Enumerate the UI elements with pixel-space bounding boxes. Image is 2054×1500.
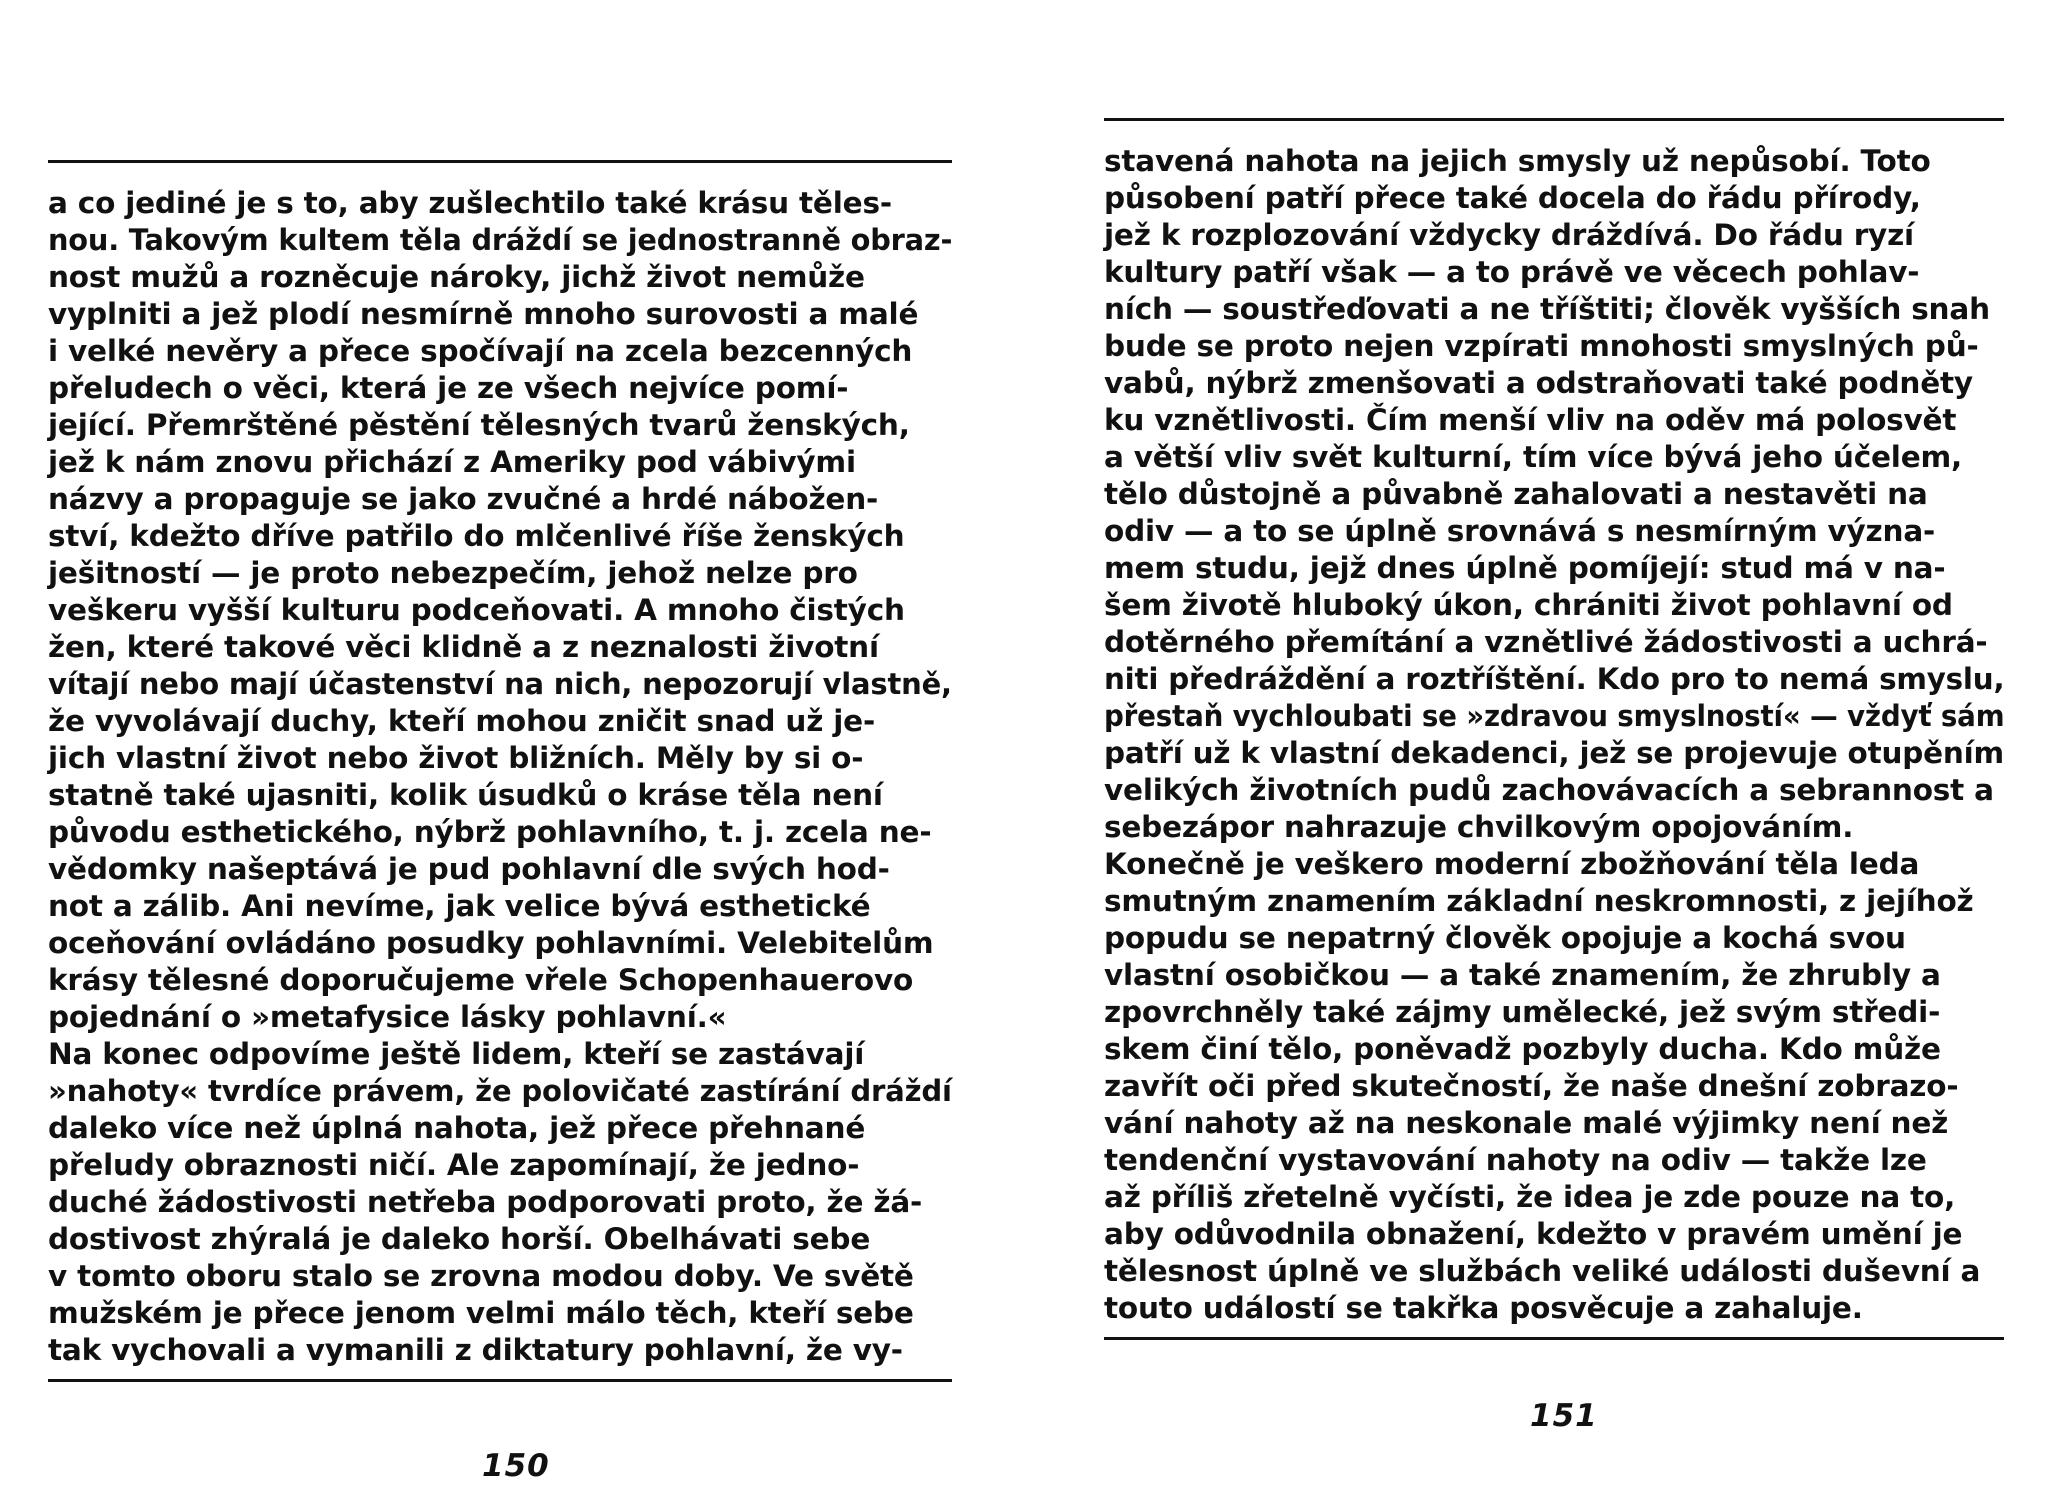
text-line: vlastní osobičkou — a také znamením, že zhrubly a bbox=[1104, 958, 1941, 992]
text-line: jež k nám znovu přichází z Ameriky pod vábivými bbox=[48, 445, 856, 479]
text-line: původu esthetického, nýbrž pohlavního, t. j. zcela ne- bbox=[48, 815, 932, 849]
text-line: duché žádostivosti netřeba podporovati proto, že žá- bbox=[48, 1185, 923, 1219]
text-line: patří už k vlastní dekadenci, jež se projevuje otupěním bbox=[1104, 736, 2004, 770]
page-number: 150 bbox=[482, 1448, 550, 1484]
text-line: názvy a propaguje se jako zvučné a hrdé nábožen- bbox=[48, 482, 879, 516]
left-page bbox=[48, 160, 952, 1382]
text-line: a větší vliv svět kulturní, tím více bývá jeho účelem, bbox=[1104, 440, 1963, 474]
text-line: vítají nebo mají účastenství na nich, nepozorují vlastně, bbox=[48, 667, 952, 701]
text-line: oceňování ovládáno posudky pohlavními. Velebitelům bbox=[48, 926, 934, 960]
text-line: zpovrchněly také zájmy umělecké, jež svým středi- bbox=[1104, 995, 1941, 1029]
text-line: přestaň vychloubati se »zdravou smyslností« — vždyť sám bbox=[1104, 699, 2005, 733]
text-line: vání nahoty až na neskonale malé výjimky není než bbox=[1104, 1106, 1949, 1140]
text-line: šem životě hluboký úkon, chrániti život pohlavní od bbox=[1104, 588, 1953, 622]
text-line: ješitností — je proto nebezpečím, jehož nelze pro bbox=[48, 556, 858, 590]
text-line: tělesnost úplně ve službách veliké události duševní a bbox=[1104, 1254, 1981, 1288]
right-page bbox=[1104, 118, 2004, 1340]
text-line: pojednání o »metafysice lásky pohlavní.« bbox=[48, 1000, 727, 1034]
text-line: not a zálib. Ani nevíme, jak velice bývá esthetické bbox=[48, 889, 871, 923]
text-line: dotěrného přemítání a vznětlivé žádostivosti a uchrá- bbox=[1104, 625, 1988, 659]
text-line: dostivost zhýralá je daleko horší. Obelhávati sebe bbox=[48, 1222, 871, 1256]
text-line: velikých životních pudů zachovávacích a sebrannost a bbox=[1104, 773, 1994, 807]
text-line: vědomky našeptává je pud pohlavní dle svých hod- bbox=[48, 852, 890, 886]
text-line: přeludy obraznosti ničí. Ale zapomínají, že jedno- bbox=[48, 1148, 860, 1182]
text-line: jež k rozplozování vždycky dráždívá. Do řádu ryzí bbox=[1104, 218, 1914, 252]
text-line: »nahoty« tvrdíce právem, že polovičaté zastírání dráždí bbox=[48, 1074, 952, 1108]
text-line: smutným znamením základní neskromnosti, z jejíhož bbox=[1104, 884, 1974, 918]
text-line: nou. Takovým kultem těla dráždí se jednostranně obraz- bbox=[48, 223, 953, 257]
text-line: veškeru vyšší kulturu podceňovati. A mnoho čistých bbox=[48, 593, 905, 627]
body-text bbox=[48, 163, 952, 1379]
text-line: tak vychovali a vymanili z diktatury pohlavní, že vy- bbox=[48, 1333, 903, 1367]
text-line: stavená nahota na jejich smysly už nepůsobí. Toto bbox=[1104, 144, 1931, 178]
text-line: krásy tělesné doporučujeme vřele Schopenhauerovo bbox=[48, 963, 914, 997]
text-line: aby odůvodnila obnažení, kdežto v pravém umění je bbox=[1104, 1217, 1963, 1251]
text-line: tendenční vystavování nahoty na odiv — takže lze bbox=[1104, 1143, 1927, 1177]
text-line: mužském je přece jenom velmi málo těch, kteří sebe bbox=[48, 1296, 914, 1330]
text-line: kultury patří však — a to právě ve věcech pohlav- bbox=[1104, 255, 1920, 289]
text-line: skem činí tělo, poněvadž pozbyly ducha. Kdo může bbox=[1104, 1032, 1941, 1066]
text-line: jející. Přemrštěné pěstění tělesných tvarů ženských, bbox=[48, 408, 910, 442]
text-line: a co jediné je s to, aby zušlechtilo také krásu těles- bbox=[48, 186, 892, 220]
text-line: niti předráždění a roztříštění. Kdo pro to nemá smyslu, bbox=[1104, 662, 2005, 696]
bottom-rule bbox=[1104, 1337, 2004, 1340]
text-line: tělo důstojně a půvabně zahalovati a nestavěti na bbox=[1104, 477, 1928, 511]
text-line: ních — soustřeďovati a ne tříštiti; člověk vyšších snah bbox=[1104, 292, 1990, 326]
text-line: vabů, nýbrž zmenšovati a odstraňovati také podněty bbox=[1104, 366, 1973, 400]
text-line: Konečně je veškero moderní zbožňování těla leda bbox=[1104, 847, 1920, 881]
text-line: Na konec odpovíme ještě lidem, kteří se zastávají bbox=[48, 1037, 865, 1071]
text-line: v tomto oboru stalo se zrovna modou doby. Ve světě bbox=[48, 1259, 914, 1293]
text-line: nost mužů a rozněcuje nároky, jichž život nemůže bbox=[48, 260, 865, 294]
text-line: touto událostí se takřka posvěcuje a zahaluje. bbox=[1104, 1291, 1863, 1325]
text-line: odiv — a to se úplně srovnává s nesmírným význa- bbox=[1104, 514, 1936, 548]
text-line: působení patří přece také docela do řádu přírody, bbox=[1104, 181, 1921, 215]
text-line: sebezápor nahrazuje chvilkovým opojováním. bbox=[1104, 810, 1854, 844]
text-line: vyplniti a jež plodí nesmírně mnoho surovosti a malé bbox=[48, 297, 919, 331]
text-line: ku vznětlivosti. Čím menší vliv na oděv má polosvět bbox=[1104, 403, 1957, 437]
text-line: daleko více než úplná nahota, jež přece přehnané bbox=[48, 1111, 866, 1145]
text-line: jich vlastní život nebo život bližních. Měly by si o- bbox=[48, 741, 864, 775]
text-line: že vyvolávají duchy, kteří mohou zničit snad už je- bbox=[48, 704, 875, 738]
text-line: přeludech o věci, která je ze všech nejvíce pomí- bbox=[48, 371, 849, 405]
text-line: bude se proto nejen vzpírati mnohosti smyslných pů- bbox=[1104, 329, 1979, 363]
text-line: popudu se nepatrný člověk opojuje a kochá svou bbox=[1104, 921, 1906, 955]
text-line: zavřít oči před skutečností, že naše dnešní zobrazo- bbox=[1104, 1069, 1959, 1103]
bottom-rule bbox=[48, 1379, 952, 1382]
body-text bbox=[1104, 121, 2004, 1337]
text-line: mem studu, jejž dnes úplně pomíjejí: stud má v na- bbox=[1104, 551, 1946, 585]
text-line: statně také ujasniti, kolik úsudků o kráse těla není bbox=[48, 778, 883, 812]
text-line: ství, kdežto dříve patřilo do mlčenlivé říše ženských bbox=[48, 519, 905, 553]
text-line: i velké nevěry a přece spočívají na zcela bezcenných bbox=[48, 334, 913, 368]
page-number: 151 bbox=[1530, 1398, 1598, 1434]
text-line: až příliš zřetelně vyčísti, že idea je zde pouze na to, bbox=[1104, 1180, 1956, 1214]
text-line: žen, které takové věci klidně a z neznalosti životní bbox=[48, 630, 879, 664]
